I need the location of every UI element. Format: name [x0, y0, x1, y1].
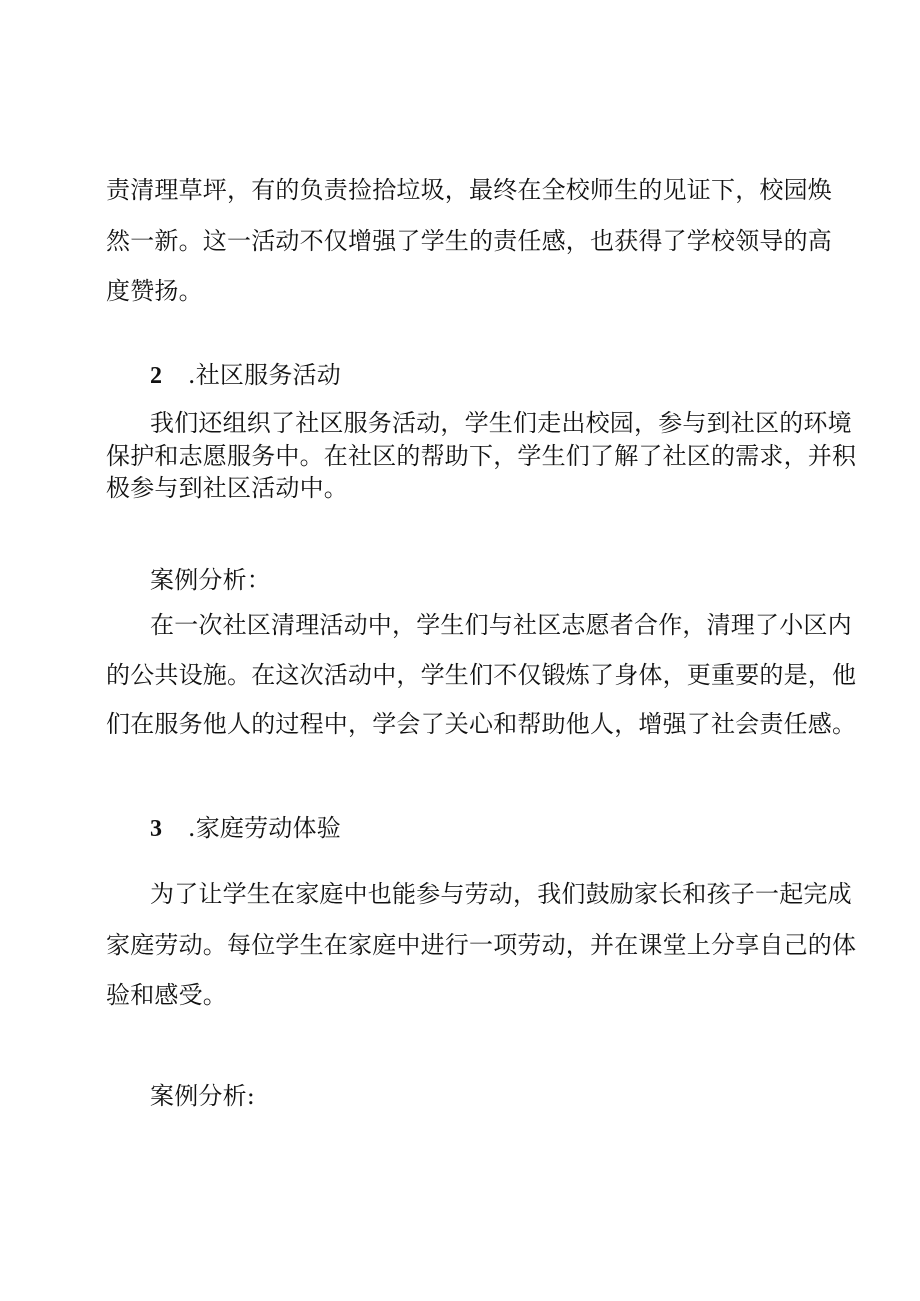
section-heading — [150, 358, 341, 393]
paragraph-line: 极参与到社区活动中。 — [106, 474, 348, 502]
case-analysis-heading: 案例分析： — [150, 566, 271, 594]
section-number: 3 — [150, 816, 163, 842]
paragraph-line: 验和感受。 — [106, 981, 227, 1009]
paragraph-line: 为了让学生在家庭中也能参与劳动，我们鼓励家长和孩子一起完成 — [150, 880, 852, 908]
paragraph-line: 保护和志愿服务中。在社区的帮助下，学生们了解了社区的需求，并积 — [106, 442, 857, 470]
paragraph-line: 然一新。这一活动不仅增强了学生的责任感，也获得了学校领导的高 — [106, 227, 832, 255]
paragraph-line: 在一次社区清理活动中，学生们与社区志愿者合作，清理了小区内 — [150, 611, 852, 639]
paragraph-line: 们在服务他人的过程中，学会了关心和帮助他人，增强了社会责任感。 — [106, 710, 857, 738]
paragraph-line: 度赞扬。 — [106, 277, 203, 305]
section-number: 2 — [150, 363, 163, 389]
paragraph-line: 的公共设施。在这次活动中，学生们不仅锻炼了身体，更重要的是，他 — [106, 661, 857, 689]
paragraph-line: 家庭劳动。每位学生在家庭中进行一项劳动，并在课堂上分享自己的体 — [106, 931, 857, 959]
section-heading — [150, 811, 341, 846]
section-title: .社区服务活动 — [187, 361, 341, 389]
paragraph-line: 我们还组织了社区服务活动，学生们走出校园，参与到社区的环境 — [150, 409, 852, 437]
case-analysis-heading: 案例分析: — [150, 1082, 256, 1110]
section-title: .家庭劳动体验 — [187, 814, 341, 842]
paragraph-line: 责清理草坪，有的负责捡拾垃圾，最终在全校师生的见证下，校园焕 — [106, 176, 832, 204]
